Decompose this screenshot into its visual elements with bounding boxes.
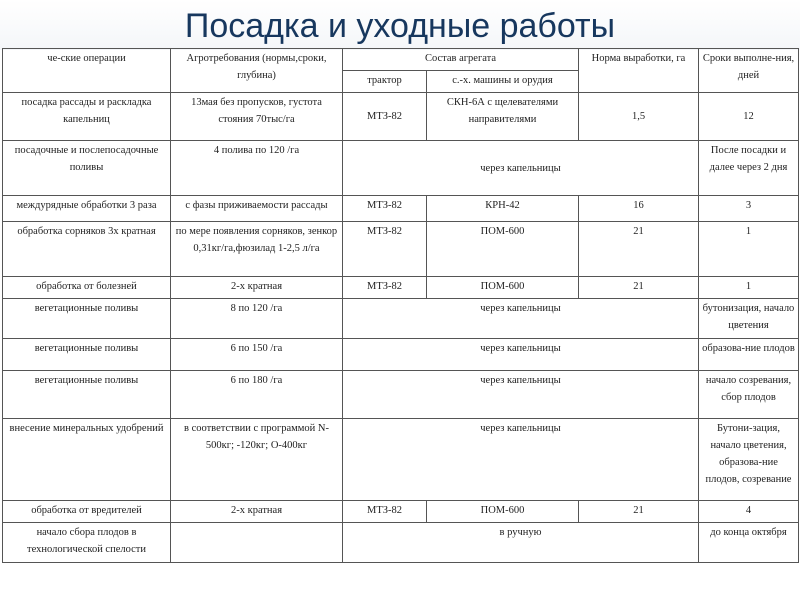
cell-agro: 4 полива по 120 /га: [171, 141, 343, 196]
table-row: [3, 141, 799, 196]
header-operation: че-ские операции: [3, 49, 171, 93]
cell-machine: КРН-42: [427, 196, 579, 222]
cell-unit: через капельницы: [343, 299, 699, 339]
cell-unit: через капельницы: [343, 371, 699, 419]
cell-operation: междурядные обработки 3 раза: [3, 196, 171, 222]
cell-terms: 1: [699, 222, 799, 277]
header-row: [3, 49, 799, 71]
header-agro: Агротребования (нормы,сроки, глубина): [171, 49, 343, 93]
cell-agro: в соответствии с программой N-500кг; -120кг; О-400кг: [171, 419, 343, 501]
table-row: [3, 299, 799, 339]
cell-norm: 1,5: [579, 93, 699, 141]
cell-tractor: МТЗ-82: [343, 196, 427, 222]
table-row: [3, 93, 799, 141]
cell-terms: 1: [699, 277, 799, 299]
cell-unit: через капельницы: [343, 419, 699, 501]
cell-operation: посадка рассады и раскладка капельниц: [3, 93, 171, 141]
cell-agro: 2-х кратная: [171, 277, 343, 299]
cell-operation: вегетационные поливы: [3, 299, 171, 339]
cell-norm: 21: [579, 277, 699, 299]
table-row: [3, 222, 799, 277]
cell-operation: вегетационные поливы: [3, 339, 171, 371]
cell-machine: ПОМ-600: [427, 277, 579, 299]
cell-agro: 13мая без пропусков, густота стояния 70тыс/га: [171, 93, 343, 141]
cell-tractor: МТЗ-82: [343, 277, 427, 299]
cell-agro: 2-х кратная: [171, 501, 343, 523]
cell-tractor: МТЗ-82: [343, 501, 427, 523]
cell-unit: в ручную: [343, 523, 699, 563]
cell-operation: обработка от болезней: [3, 277, 171, 299]
cell-operation: начало сбора плодов в технологической спелости: [3, 523, 171, 563]
cell-operation: обработка сорняков 3х кратная: [3, 222, 171, 277]
cell-agro: 6 по 180 /га: [171, 371, 343, 419]
header-unit: Состав агрегата: [343, 49, 579, 71]
cell-tractor: МТЗ-82: [343, 93, 427, 141]
cell-norm: 21: [579, 501, 699, 523]
cell-norm: 21: [579, 222, 699, 277]
header-machine: с.-х. машины и орудия: [427, 71, 579, 93]
operations-table-wrap: [0, 48, 800, 600]
cell-terms: 12: [699, 93, 799, 141]
cell-terms: 4: [699, 501, 799, 523]
operations-table: [2, 48, 799, 563]
cell-terms: бутонизация, начало цветения: [699, 299, 799, 339]
cell-operation: посадочные и послепосадочные поливы: [3, 141, 171, 196]
cell-norm: 16: [579, 196, 699, 222]
cell-terms: После посадки и далее через 2 дня: [699, 141, 799, 196]
header-terms: Сроки выполне-ния, дней: [699, 49, 799, 93]
cell-machine: ПОМ-600: [427, 501, 579, 523]
cell-agro: 6 по 150 /га: [171, 339, 343, 371]
cell-agro: [171, 523, 343, 563]
cell-terms: до конца октября: [699, 523, 799, 563]
cell-unit: через капельницы: [343, 141, 699, 196]
cell-agro: с фазы приживаемости рассады: [171, 196, 343, 222]
table-row: [3, 371, 799, 419]
cell-machine: СКН-6А с щелевателями направителями: [427, 93, 579, 141]
table-row: [3, 523, 799, 563]
table-row: [3, 277, 799, 299]
cell-terms: Бутони-зация, начало цветения, образова-ние плодов, созревание: [699, 419, 799, 501]
cell-tractor: МТЗ-82: [343, 222, 427, 277]
cell-operation: вегетационные поливы: [3, 371, 171, 419]
cell-agro: 8 по 120 /га: [171, 299, 343, 339]
cell-operation: внесение минеральных удобрений: [3, 419, 171, 501]
cell-operation: обработка от вредителей: [3, 501, 171, 523]
cell-terms: начало созревания, сбор плодов: [699, 371, 799, 419]
cell-agro: по мере появления сорняков, зенкор 0,31кг/га,фюзилад 1-2,5 л/га: [171, 222, 343, 277]
cell-terms: образова-ние плодов: [699, 339, 799, 371]
cell-machine: ПОМ-600: [427, 222, 579, 277]
cell-unit: через капельницы: [343, 339, 699, 371]
table-row: [3, 501, 799, 523]
table-row: [3, 419, 799, 501]
slide-title: Посадка и уходные работы: [184, 7, 616, 45]
cell-terms: 3: [699, 196, 799, 222]
header-norm: Норма выработки, га: [579, 49, 699, 93]
header-tractor: трактор: [343, 71, 427, 93]
table-row: [3, 339, 799, 371]
table-row: [3, 196, 799, 222]
